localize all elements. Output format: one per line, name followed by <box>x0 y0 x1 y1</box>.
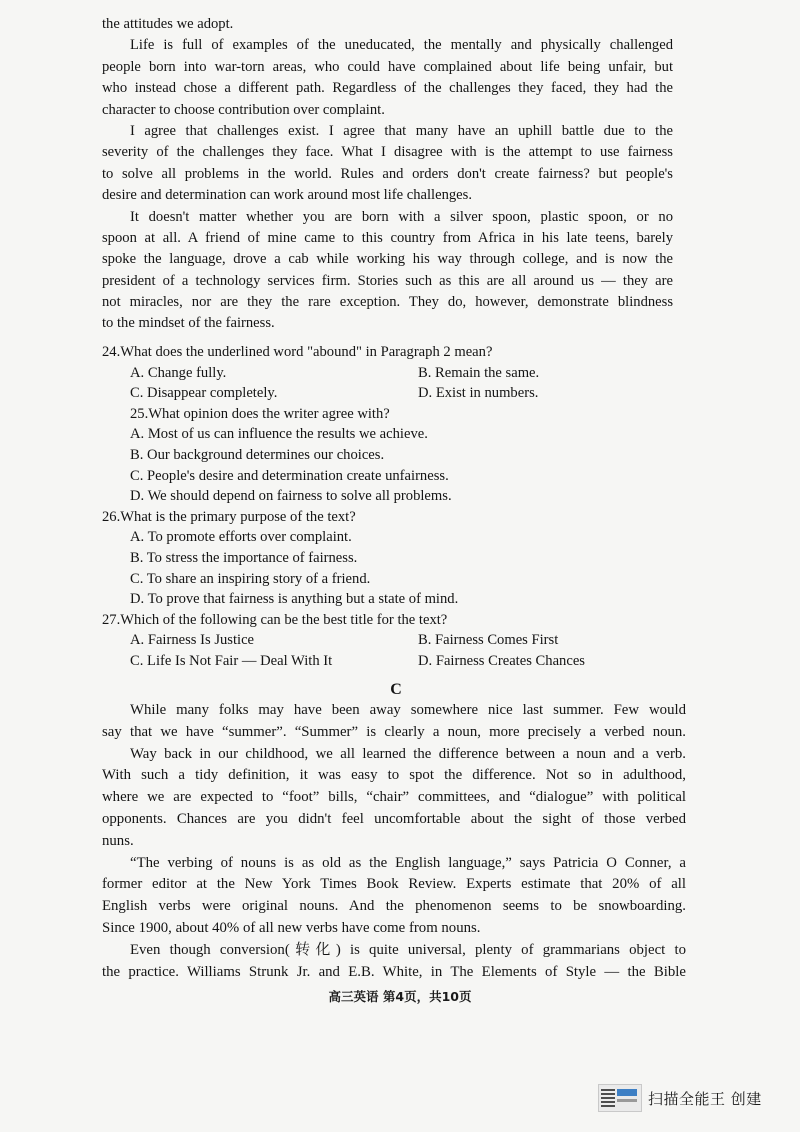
option-24-b: B. Remain the same. <box>418 364 540 381</box>
scanner-watermark <box>598 1084 762 1112</box>
passage-line: where we are expected to “foot” bills, “chair” committees, and “dialogue” with political <box>102 789 686 806</box>
passage-line: the attitudes we adopt. <box>102 16 234 32</box>
passage-line: the practice. Williams Strunk Jr. and E.B. White, in The Elements of Style — the Bible <box>102 963 686 980</box>
passage-line: severity of the challenges they face. What I disagree with is the attempt to use fairness <box>102 144 673 161</box>
option-25-a: A. Most of us can influence the results we achieve. <box>130 426 428 443</box>
passage-line: With such a tidy definition, it was easy to spot the difference. Not so in adulthood, <box>102 767 686 784</box>
passage-line: opponents. Chances are you didn't feel uncomfortable about the sight of those verbed <box>102 810 686 827</box>
passage-line: English verbs were original nouns. And the phenomenon seems to be snowboarding. <box>102 898 686 915</box>
option-row <box>102 630 682 651</box>
option-27-a: A. Fairness Is Justice <box>130 632 255 649</box>
option-row <box>102 383 682 404</box>
passage-line: character to choose contribution over complaint. <box>102 101 385 118</box>
watermark-text: 扫描全能王 创建 <box>648 1089 762 1108</box>
passage-line: say that we have “summer”. “Summer” is clearly a noun, more precisely a verbed noun. <box>102 723 686 740</box>
option-25-d: D. We should depend on fairness to solve all problems. <box>130 488 452 505</box>
passage-line: “The verbing of nouns is as old as the English language,” says Patricia O Conner, a <box>130 854 686 871</box>
option-24-d: D. Exist in numbers. <box>418 385 539 402</box>
passage-line: desire and determination can work around most life challenges. <box>102 187 472 204</box>
option-24-c: C. Disappear completely. <box>130 385 278 402</box>
option-25-c: C. People's desire and determination create unfairness. <box>130 467 449 484</box>
passage-line: Since 1900, about 40% of all new verbs have come from nouns. <box>102 919 481 936</box>
passage-line: to solve all problems in the world. Rules and orders don't create fairness? but people's <box>102 165 673 182</box>
option-26-d: D. To prove that fairness is anything but a state of mind. <box>130 591 459 608</box>
passage-line: Even though conversion(转化) is quite universal, plenty of grammarians object to <box>130 941 686 958</box>
question-stem-27: 27.Which of the following can be the best title for the text? <box>102 611 448 628</box>
option-row <box>102 363 682 384</box>
option-27-b: B. Fairness Comes First <box>418 632 559 649</box>
passage-line: nuns. <box>102 832 134 849</box>
option-row <box>102 651 682 672</box>
question-list <box>102 342 682 672</box>
option-25-b: B. Our background determines our choices. <box>130 446 385 463</box>
section-heading: C <box>390 681 402 698</box>
passage-line: who instead chose a different path. Regardless of the challenges they faced, they had the <box>102 80 673 97</box>
passage-line: not miracles, nor are they the rare exception. They do, however, demonstrate blindness <box>102 294 673 311</box>
passage-c <box>102 700 686 983</box>
passage-line: It doesn't matter whether you are born with a silver spoon, plastic spoon, or no <box>130 208 673 225</box>
passage-line: former editor at the New York Times Book Review. Experts estimate that 20% of all <box>102 876 686 893</box>
option-26-b: B. To stress the importance of fairness. <box>130 549 358 566</box>
passage-b <box>102 14 673 335</box>
passage-line: Life is full of examples of the uneducated, the mentally and physically challenged <box>130 37 673 54</box>
passage-line: I agree that challenges exist. I agree that many have an uphill battle due to the <box>130 122 673 139</box>
passage-line: While many folks may have been away somewhere nice last summer. Few would <box>130 702 686 718</box>
question-stem-25: 25.What opinion does the writer agree with? <box>130 405 390 422</box>
passage-line: Way back in our childhood, we all learned the difference between a noun and a verb. <box>130 745 686 762</box>
passage-line: spoon at all. A friend of mine came to this country from Africa in his late teens, barely <box>102 229 673 246</box>
question-stem-26: 26.What is the primary purpose of the text? <box>102 508 356 525</box>
option-27-c: C. Life Is Not Fair — Deal With It <box>130 652 333 669</box>
passage-line: spoke the language, drove a cab while working his way through college, and is now the <box>102 251 673 268</box>
passage-line: to the mindset of the fairness. <box>102 315 275 332</box>
option-26-a: A. To promote efforts over complaint. <box>130 529 352 546</box>
question-stem-24: 24.What does the underlined word "abound" in Paragraph 2 mean? <box>102 344 493 360</box>
camscanner-logo-icon <box>598 1084 642 1112</box>
option-24-a: A. Change fully. <box>130 364 227 381</box>
option-27-d: D. Fairness Creates Chances <box>418 652 585 669</box>
passage-line: president of a technology services firm. Stories such as this are all around us — they are <box>102 272 673 289</box>
passage-line: people born into war-torn areas, who could have complained about life being unfair, but <box>102 58 673 75</box>
option-26-c: C. To share an inspiring story of a friend. <box>130 570 371 587</box>
page-footer: 高三英语 第4页，共10页 <box>328 989 472 1004</box>
